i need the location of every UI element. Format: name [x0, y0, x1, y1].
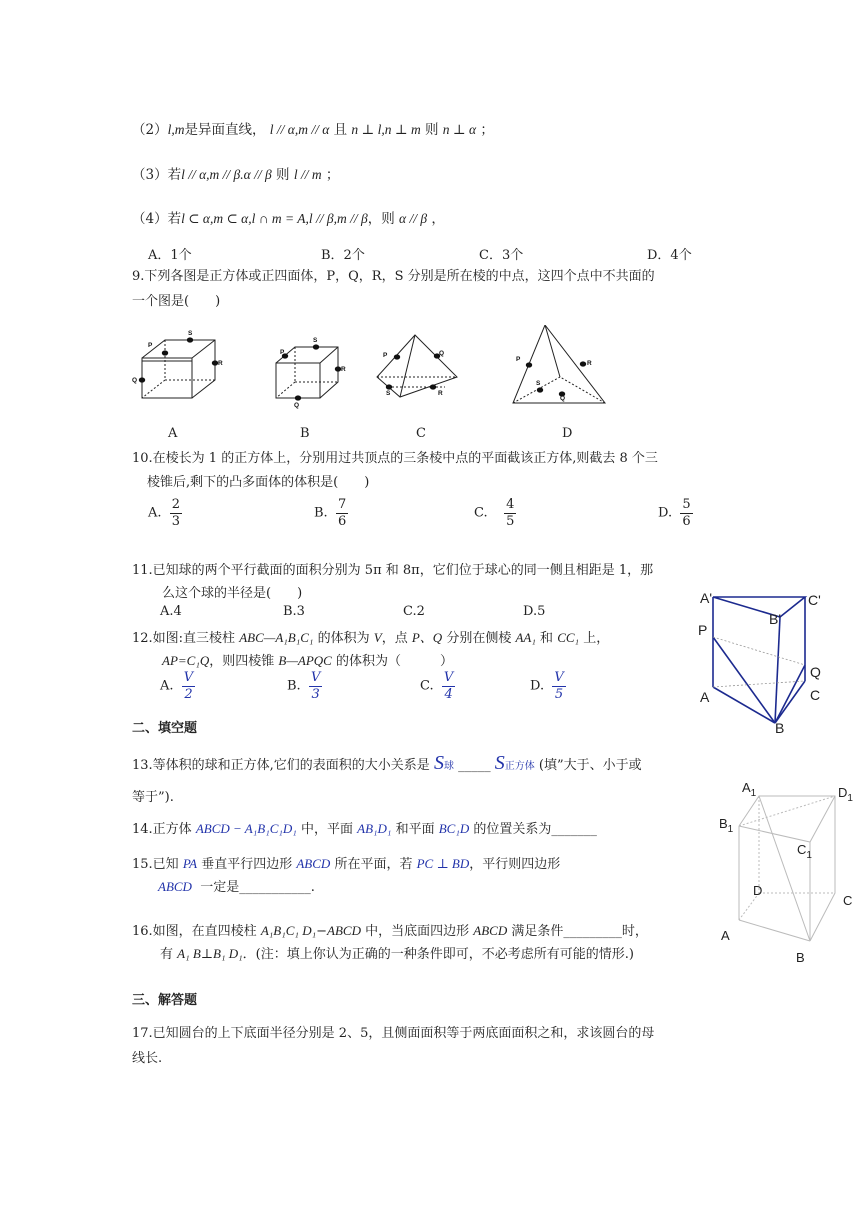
q16-label-a1: $A_1$	[742, 780, 757, 799]
q12-line-2: AP=C₁Q，则四棱锥 B—APQC 的体积为（ ）	[162, 653, 453, 669]
q9-point-label-p: P	[280, 349, 285, 356]
q9-line-2: 一个图是( )	[132, 294, 221, 309]
q9-point-label-s: S	[313, 337, 318, 344]
q17-line-1: 17.已知圆台的上下底面半径分别是 2、5，且侧面面积等于两底面面积之和，求该圆台的母	[132, 1026, 655, 1041]
q9-point-label-q: Q	[560, 395, 566, 402]
q9-point-label-q: Q	[439, 350, 445, 357]
q9-point-label-p: P	[516, 356, 521, 363]
q9-midpoint-dot	[386, 384, 392, 389]
q17-line-2: 线长.	[132, 1051, 163, 1066]
q9-figures	[120, 325, 740, 440]
section-2-heading: 二、填空题	[132, 721, 198, 736]
q9-midpoint-dot	[526, 362, 532, 367]
q16-label-d1: $D_1$	[838, 785, 853, 804]
q9-point-label-s: S	[386, 390, 391, 397]
q9-point-label-q: Q	[294, 402, 300, 409]
q16-label-b: B	[796, 950, 805, 965]
q10-line-2: 棱锥后,剩下的凸多面体的体积是( )	[147, 475, 370, 490]
section-3-heading: 三、解答题	[132, 993, 198, 1008]
q16-line-2: 有 A₁ B⊥B₁ D₁．(注：填上你认为正确的一种条件即可，不必考虑所有可能的情形.)	[160, 946, 634, 962]
q15-line-2: ABCD 一定是___________.	[158, 879, 315, 895]
q16-label-b1: $B_1$	[719, 816, 734, 835]
q8-option-b: B．2个	[321, 248, 365, 263]
q9-midpoint-dot	[394, 354, 400, 359]
q9-point-label-p: P	[148, 342, 153, 349]
q8-option-a: A．1个	[148, 248, 192, 263]
q9-figure-a-cube	[142, 340, 215, 398]
q12-label-b1: B'	[769, 611, 782, 627]
q10-options	[148, 497, 693, 529]
q11-option-d: D.5	[523, 604, 546, 619]
q12-prism-figure	[695, 585, 835, 740]
q8-options	[148, 244, 692, 263]
q9-caption-a: A	[168, 426, 178, 441]
q12-label-a1: A'	[700, 590, 713, 606]
q16-label-d: D	[753, 883, 763, 898]
q11-option-c: C.2	[403, 604, 425, 619]
q9-midpoint-dot	[313, 344, 319, 349]
q16-label-c: C	[843, 893, 853, 908]
q11-option-a: A.4	[160, 604, 182, 619]
q11-line-1: 11.已知球的两个平行截面的面积分别为 5π 和 8π，它们位于球心的同一侧且相距是 1，那	[132, 563, 654, 578]
q9-point-label-s: S	[188, 330, 193, 337]
q16-cuboid-figure	[712, 778, 857, 970]
q8-statement-2: （2）l,m是异面直线， l // α,m // α 且 n ⊥ l,n ⊥ m 则 n ⊥ α ；	[132, 122, 494, 138]
q12-options	[160, 670, 566, 702]
q13-line-1: 13.等体积的球和正方体,它们的表面积的大小关系是 S球 _____ S正方体 (填”大于、小于或	[132, 752, 642, 774]
q11-line-2: 么这个球的半径是( )	[162, 586, 303, 601]
q12-label-c: C	[810, 687, 821, 703]
q9-caption-b: B	[300, 426, 310, 441]
q11-options	[160, 604, 545, 619]
q8-option-c: C．3个	[479, 248, 524, 263]
q8-statement-4: （4）若l ⊂ α,m ⊂ α,l ∩ m = A,l // β,m // β，则 α // β ，	[132, 211, 445, 227]
q12-option-a: A. $\frac{V}{2}$	[160, 670, 194, 702]
q9-point-label-r: R	[218, 360, 223, 367]
q9-midpoint-dot	[537, 387, 543, 392]
q9-caption-c: C	[416, 426, 426, 441]
q9-point-label-p: P	[383, 352, 388, 359]
q9-midpoint-dot	[430, 384, 436, 389]
q15-line-1: 15.已知 PA 垂直平行四边形 ABCD 所在平面，若 PC ⊥ BD，平行则四边形	[132, 856, 561, 872]
q9-caption-d: D	[562, 426, 573, 441]
q10-option-b: B. $\frac{7}{6}$	[314, 497, 347, 529]
q9-line-1: 9.下列各图是正方体或正四面体，P，Q，R，S 分别是所在棱的中点，这四个点中不共面的	[132, 269, 655, 284]
q12-option-b: B. $\frac{V}{3}$	[287, 670, 321, 702]
q16-label-c1: $C_1$	[797, 842, 812, 861]
q14-line: 14.正方体 ABCD − A₁B₁C₁D₁ 中，平面 AB₁D₁ 和平面 BC₁D 的位置关系为_______	[132, 821, 597, 837]
q12-label-a: A	[700, 689, 710, 705]
q11-option-b: B.3	[283, 604, 305, 619]
q10-option-a: A. $\frac{2}{3}$	[148, 497, 181, 529]
q12-option-c: C. $\frac{V}{4}$	[420, 670, 454, 702]
q9-midpoint-dot	[295, 395, 301, 400]
q12-option-d: D. $\frac{V}{5}$	[530, 670, 564, 702]
q12-label-q: Q	[810, 664, 821, 680]
q9-midpoint-dot	[187, 337, 193, 342]
q8-statement-3: （3）若l // α,m // β.α // β 则 l // m ；	[132, 167, 340, 183]
q12-label-b: B	[775, 720, 785, 736]
q9-point-label-r: R	[438, 390, 443, 397]
q9-point-label-q: Q	[132, 377, 138, 384]
q9-midpoint-dot	[580, 361, 586, 366]
q9-point-label-s: S	[536, 380, 541, 387]
q12-line-1: 12.如图:直三棱柱 ABC—A₁B₁C₁ 的体积为 V，点 P、Q 分别在侧棱 AA₁ 和 CC₁ 上，	[132, 630, 610, 646]
q16-line-1: 16.如图，在直四棱柱 A₁B₁C₁ D₁−ABCD 中，当底面四边形 ABCD 满足条件_________时，	[132, 923, 648, 939]
q10-line-1: 10.在棱长为 1 的正方体上，分别用过共顶点的三条棱中点的平面截该正方体,则截去 8 个三	[132, 451, 658, 466]
q12-label-p: P	[698, 622, 708, 638]
q13-line-2: 等于”).	[132, 790, 174, 805]
q9-midpoint-dot	[162, 350, 168, 355]
q9-point-label-r: R	[341, 366, 346, 373]
q9-midpoint-dot	[139, 377, 145, 382]
q10-option-c: C. $\frac{4}{5}$	[474, 497, 515, 529]
q9-point-label-r: R	[587, 360, 592, 367]
q10-option-d: D. $\frac{5}{6}$	[658, 497, 691, 529]
q12-label-c1: C'	[808, 592, 821, 608]
q8-option-d: D．4个	[647, 248, 692, 263]
q16-label-a: A	[721, 928, 730, 943]
